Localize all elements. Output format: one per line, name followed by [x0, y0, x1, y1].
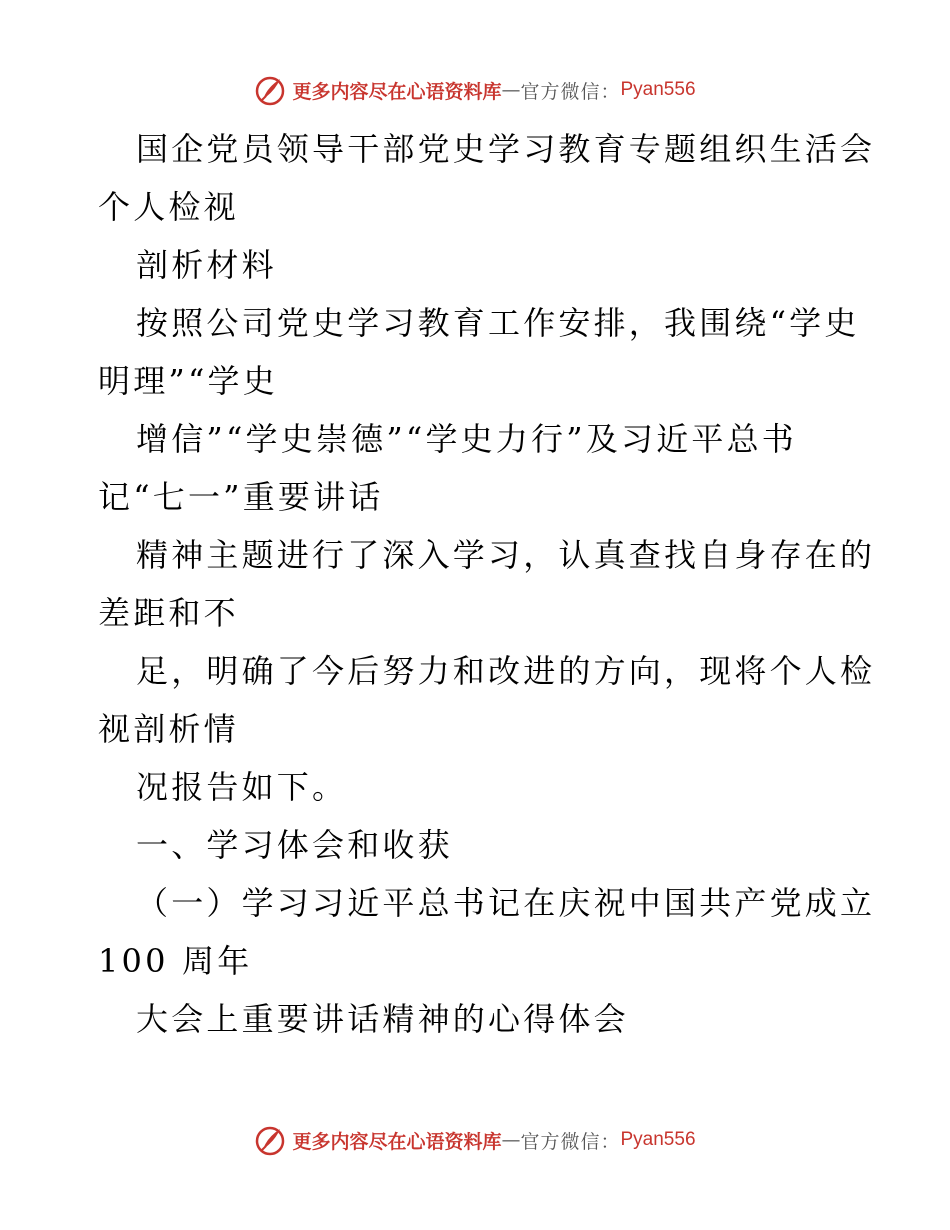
- doc-subsection-heading: （一）学习习近平总书记在庆祝中国共产党成立: [136, 884, 876, 922]
- watermark-main-text: 更多内容尽在心语资料库: [292, 80, 502, 103]
- doc-paragraph-line: 视剖析情: [98, 710, 239, 748]
- footer-watermark: [0, 1120, 950, 1160]
- watermark-wechat-id: Pyan556: [620, 1129, 696, 1150]
- quill-logo-icon: [254, 73, 288, 107]
- doc-subsection-heading: 100 周年: [98, 942, 253, 980]
- doc-title-line-1: 国企党员领导干部党史学习教育专题组织生活会: [136, 130, 876, 168]
- doc-paragraph-line: 足，明确了今后努力和改进的方向，现将个人检: [136, 652, 876, 690]
- doc-paragraph-line: 精神主题进行了深入学习，认真查找自身存在的: [136, 536, 876, 574]
- watermark-wechat-id: Pyan556: [620, 79, 696, 100]
- watermark-main-text: 更多内容尽在心语资料库: [292, 1130, 502, 1153]
- watermark-dash: —: [501, 1129, 521, 1151]
- doc-section-heading: 一、学习体会和收获: [136, 826, 453, 864]
- watermark-sub-text: 官方微信：: [520, 1130, 621, 1153]
- doc-paragraph-line: 按照公司党史学习教育工作安排，我围绕“学史: [136, 304, 860, 342]
- doc-paragraph-line: 记“七一”重要讲话: [98, 478, 384, 516]
- doc-paragraph-line: 增信”“学史崇德”“学史力行”及习近平总书: [136, 420, 797, 458]
- watermark-dash: —: [501, 79, 521, 101]
- watermark-sub-text: 官方微信：: [520, 80, 621, 103]
- doc-title-line-3: 剖析材料: [136, 246, 277, 284]
- doc-paragraph-line: 大会上重要讲话精神的心得体会: [136, 1000, 629, 1038]
- doc-title-line-2: 个人检视: [98, 188, 239, 226]
- quill-logo-icon: [254, 1123, 288, 1157]
- doc-paragraph-line: 差距和不: [98, 594, 239, 632]
- header-watermark: [0, 70, 950, 110]
- doc-paragraph-line: 明理”“学史: [98, 362, 278, 400]
- doc-paragraph-line: 况报告如下。: [136, 768, 348, 806]
